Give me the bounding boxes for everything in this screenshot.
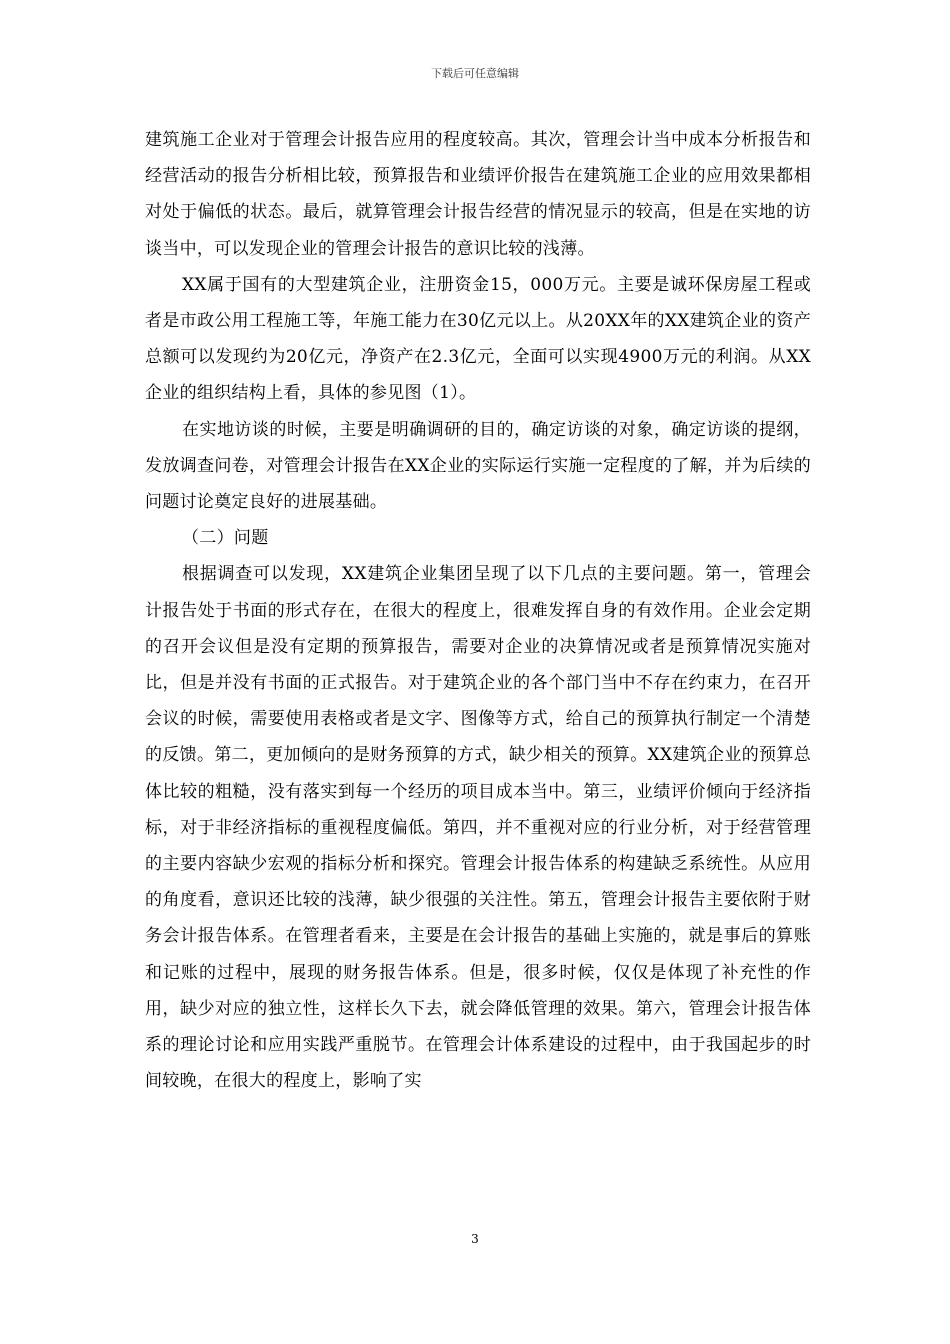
page-number: 3 <box>471 1232 479 1246</box>
paragraph-problems: 根据调查可以发现，XX建筑企业集团呈现了以下几点的主要问题。第一，管理会计报告处于书面的形式存在，在很大的程度上，很难发挥自身的有效作用。企业会定期的召开会议但是没有定期的预算报告，需要对企业的决算情况或者是预算情况实施对比，但是并没有书面的正式报告。对于建筑企业的各个部门当中不存在约束力，在召开会议的时候，需要使用表格或者是文字、图像等方式，给自己的预算执行制定一个清楚的反馈。第二，更加倾向的是财务预算的方式，缺少相关的预算。XX建筑企业的预算总体比较的粗糙，没有落实到每一个经历的项目成本当中。第三，业绩评价倾向于经济指标，对于非经济指标的重视程度偏低。第四，并不重视对应的行业分析，对于经营管理的主要内容缺少宏观的指标分析和探究。管理会计报告体系的构建缺乏系统性。从应用的角度看，意识还比较的浅薄，缺少很强的关注性。第五，管理会计报告主要依附于财务会计报告体系。在管理者看来，主要是在会计报告的基础上实施的，就是事后的算账和记账的过程中，展现的财务报告体系。但是，很多时候，仅仅是体现了补充性的作用，缺少对应的独立性，这样长久下去，就会降低管理的效果。第六，管理会计报告体系的理论讨论和应用实践严重脱节。在管理会计体系建设的过程中，由于我国起步的时间较晚，在很大的程度上，影响了实 <box>145 564 811 1092</box>
section-heading-problems: （二）问题 <box>182 528 269 549</box>
page-header: 下载后可任意编辑 <box>431 67 519 80</box>
paragraph-company-overview: XX属于国有的大型建筑企业，注册资金15，000万元。主要是诚环保房屋工程或者是市政公用工程施工等，年施工能力在30亿元以上。从20XX年的XX建筑企业的资产总额可以发现约为20亿元，净资产在2.3亿元，全面可以实现4900万元的利润。从XX企业的组织结构上看，具体的参见图（1）。 <box>145 274 811 404</box>
document-body <box>145 122 811 1099</box>
paragraph-field-interview: 在实地访谈的时候，主要是明确调研的目的，确定访谈的对象，确定访谈的提纲，发放调查问卷，对管理会计报告在XX企业的实际运行实施一定程度的了解，并为后续的问题讨论奠定良好的进展基础。 <box>145 419 811 513</box>
paragraph-continuation: 建筑施工企业对于管理会计报告应用的程度较高。其次，管理会计当中成本分析报告和经营活动的报告分析相比较，预算报告和业绩评价报告在建筑施工企业的应用效果都相对处于偏低的状态。最后，就算管理会计报告经营的情况显示的较高，但是在实地的访谈当中，可以发现企业的管理会计报告的意识比较的浅薄。 <box>145 130 811 259</box>
